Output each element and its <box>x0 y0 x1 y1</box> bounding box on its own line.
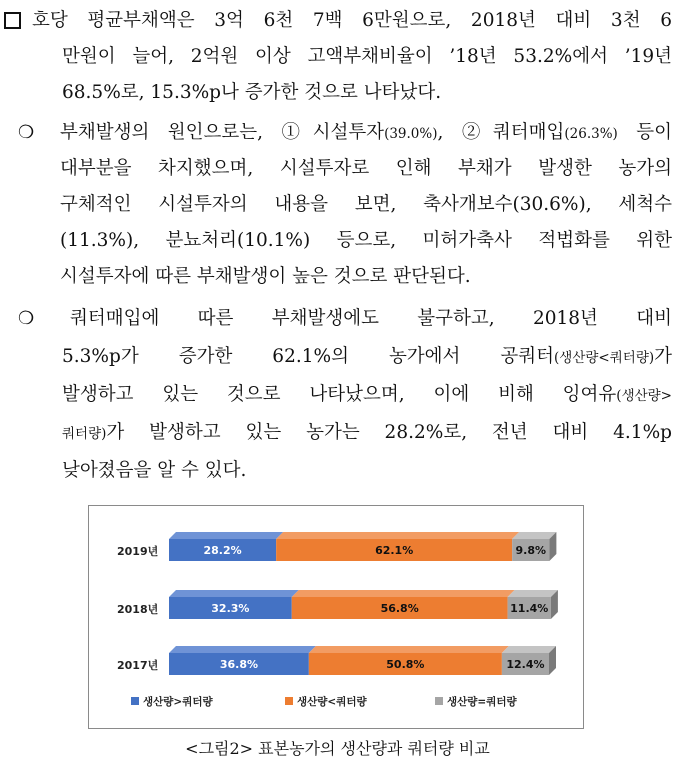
bullet-2-text: 가 <box>654 346 672 367</box>
legend-label: 생산량<쿼터량 <box>297 696 367 708</box>
bullet-2-circle-icon: ❍ <box>18 308 35 329</box>
chart-svg <box>89 506 583 728</box>
bar-segment-top <box>309 646 509 653</box>
legend-swatch <box>435 697 443 705</box>
legend-label: 생산량=쿼터량 <box>447 696 517 708</box>
category-label: 2019년 <box>117 545 159 558</box>
bullet-1-line-4: (11.3%), 분뇨처리(10.1%) 등으로, 미허가축사 적법화를 위한 <box>60 230 672 251</box>
bullet-2-line-3 <box>62 382 672 409</box>
figure-caption: <그림2> 표본농가의 생산량과 쿼터량 비교 <box>185 739 490 758</box>
section-line-1: 호당 평균부채액은 3억 6천 7백 6만원으로, 2018년 대비 3천 6 <box>32 10 672 31</box>
bar-segment-top <box>169 646 316 653</box>
bullet-2-text: 5.3%p가 증가한 62.1%의 농가에서 공쿼터 <box>62 346 555 367</box>
surplus-milk-note-end: 쿼터량) <box>62 426 107 442</box>
section-checkbox-bullet <box>4 12 21 29</box>
bullet-2-text: 발생하고 있는 것으로 나타났으며, 이에 비해 잉여유 <box>62 384 617 405</box>
bullet-1-line-3: 구체적인 시설투자의 내용을 보면, 축사개보수(30.6%), 세척수 <box>60 194 672 215</box>
bar-segment-top <box>502 646 556 653</box>
quota-purchase-pct: (26.3%) <box>564 126 618 142</box>
facility-investment-pct: (39.0%) <box>384 126 438 142</box>
legend-swatch <box>131 697 139 705</box>
bullet-2-line-1: 쿼터매입에 따른 부채발생에도 불구하고, 2018년 대비 <box>70 308 672 329</box>
bar-segment-top <box>508 590 558 597</box>
surplus-milk-note: (생산량> <box>616 388 672 404</box>
legend-swatch <box>285 697 293 705</box>
bar-segment-top <box>512 532 556 539</box>
bullet-2-line-2 <box>62 344 672 371</box>
bullet-2-text: 가 발생하고 있는 농가는 28.2%로, 전년 대비 4.1%p <box>106 422 672 443</box>
section-line-2: 만원이 늘어, 2억원 이상 고액부채비율이 ’18년 53.2%에서 ’19년 <box>62 46 672 67</box>
bar-segment-top <box>169 590 299 597</box>
bullet-2-line-5: 낮아졌음을 알 수 있다. <box>62 460 247 481</box>
stacked-bar-chart <box>88 505 584 729</box>
data-label: 36.8% <box>219 658 259 671</box>
legend-label: 생산량>쿼터량 <box>143 696 213 708</box>
bullet-2-line-4 <box>62 420 672 447</box>
bullet-1-line-2: 대부분을 차지했으며, 시설투자로 인해 부채가 발생한 농가의 <box>60 158 672 179</box>
data-label: 56.8% <box>380 602 419 615</box>
data-label: 12.4% <box>506 658 545 671</box>
bullet-1-text: 부채발생의 원인으로는, ①시설투자 <box>60 122 385 143</box>
data-label: 32.3% <box>211 602 250 615</box>
data-label: 11.4% <box>510 602 549 615</box>
empty-quota-note: (생산량<쿼터량) <box>554 350 655 366</box>
data-label: 50.8% <box>386 658 425 671</box>
data-label: 9.8% <box>515 544 547 557</box>
bullet-1-line-1 <box>60 120 672 147</box>
category-label: 2017년 <box>117 659 159 672</box>
bullet-1-circle-icon: ❍ <box>18 122 35 143</box>
bullet-1-text: , ②쿼터매입 <box>437 122 565 143</box>
data-label: 62.1% <box>375 544 414 557</box>
bullet-1-text: 등이 <box>617 122 673 143</box>
data-label: 28.2% <box>203 544 242 557</box>
bar-segment-top <box>292 590 515 597</box>
bullet-1-line-5: 시설투자에 따른 부채발생이 높은 것으로 판단된다. <box>60 266 471 287</box>
section-line-3: 68.5%로, 15.3%p나 증가한 것으로 나타났다. <box>62 82 442 103</box>
bar-segment-top <box>276 532 519 539</box>
bar-segment-top <box>169 532 283 539</box>
category-label: 2018년 <box>117 603 159 616</box>
